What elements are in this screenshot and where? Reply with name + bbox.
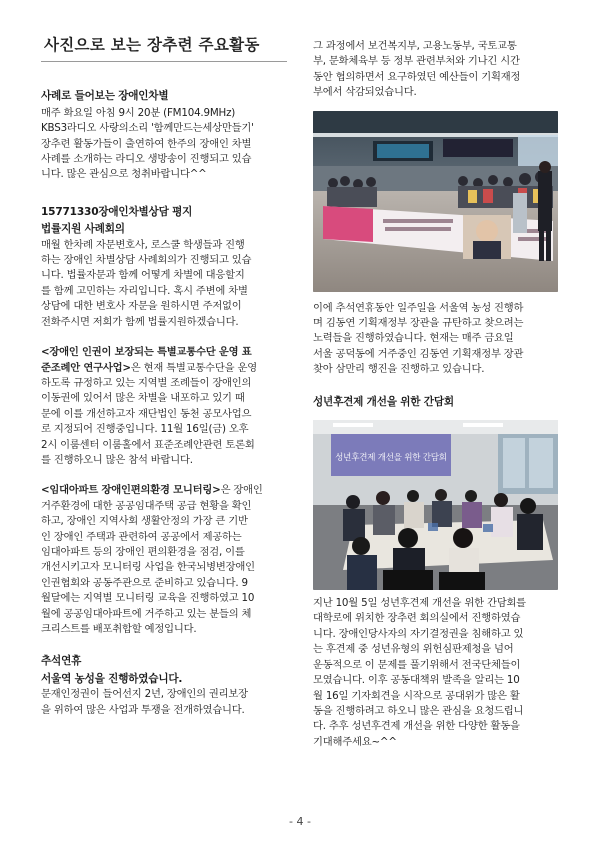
section-apartment-monitoring xyxy=(41,483,289,637)
text-line: 하고, 장애인 지역사회 생활안정의 가장 큰 기반 xyxy=(41,515,248,528)
text-line: 노력들을 진행하였습니다. 현재는 매주 금요일 xyxy=(313,332,514,345)
text-line: 니다. 장애인당사자의 자기결정권을 침해하고 있 xyxy=(313,627,524,640)
text-line: 월 16일 기자회견을 시작으로 공대위가 많은 활 xyxy=(313,689,520,702)
text-line: 찾아 삼만리 행진을 진행하고 있습니다. xyxy=(313,363,485,376)
text-line: 며 김동연 기획재정부 장관을 규탄하고 찾으려는 xyxy=(313,317,524,330)
section-heading: 사례로 들어보는 장애인차별 xyxy=(41,90,169,103)
text-line: 2시 이룸센터 이룸홀에서 표준조례안관련 토론회 xyxy=(41,438,255,451)
page-title: 사진으로 보는 장추련 주요활동 xyxy=(44,36,260,54)
project-title: <장애인 인권이 보장되는 특별교통수단 운영 표 xyxy=(41,346,252,359)
text-fragment: 은 현재 특별교통수단을 운영 xyxy=(130,361,257,374)
text-line: 를 함께 고민하는 자리입니다. 혹시 주변에 차별 xyxy=(41,284,248,297)
text-line: 기대해주세요~^^ xyxy=(313,735,397,748)
text-line: 하도록 규정하고 있는 지역별 조례들이 장애인의 xyxy=(41,376,252,389)
text-line: 로 지정되어 진행중입니다. 11월 16일(금) 오후 xyxy=(41,423,249,436)
project-title-cont: 준조례안 연구사업> xyxy=(41,361,131,374)
section-radio xyxy=(41,89,289,182)
text-line: 문에 이를 개선하고자 재단법인 동천 공모사업으 xyxy=(41,407,252,420)
text-line: 를 진행하오니 많은 참석 바랍니다. xyxy=(41,453,193,466)
meeting-photo xyxy=(313,420,558,590)
text-line: 니다. 법률자문과 함께 어떻게 차별에 대응할지 xyxy=(41,269,245,282)
section-heading: 성년후견제 개선을 위한 간담회 xyxy=(313,395,454,408)
text-line: 모였습니다. 이후 공동대책위 발족을 알리는 10 xyxy=(313,674,520,687)
text-line xyxy=(41,361,289,376)
text-line: 운동적으로 이 문제를 풀기위해서 전국단체들이 xyxy=(313,658,521,671)
text-line: 대학로에 위치한 장추련 회의실에서 진행하였습 xyxy=(313,612,521,625)
page-number: - 4 - xyxy=(289,815,311,828)
text-line: 부, 문화체육부 등 정부 관련부처와 기나긴 시간 xyxy=(313,55,520,68)
text-line: 매주 화요일 아침 9시 20분 (FM104.9MHz) xyxy=(41,106,236,119)
text-line: 임대아파트 등의 장애인 편의환경을 점검, 이를 xyxy=(41,545,245,558)
seoul-station-photo xyxy=(313,111,558,292)
section-heading: 추석연휴 xyxy=(41,655,82,668)
text-line: 장추련 활동가들이 출연하여 한주의 장애인 차별 xyxy=(41,137,252,150)
text-line: 이동권에 있어서 많은 차별을 내포하고 있기 때 xyxy=(41,392,245,405)
text-line: 는 후견제 중 성년유형의 위헌심판제청을 넘어 xyxy=(313,643,514,656)
text-line: 지난 10월 5일 성년후견제 개선을 위한 간담회를 xyxy=(313,597,526,610)
text-fragment: 은 장애인 xyxy=(220,484,263,497)
text-line: 니다. 많은 관심으로 청취바랍니다^^ xyxy=(41,168,207,181)
section-transport-ordinance xyxy=(41,345,289,468)
section-heading: 15771330장애인차별상담 평지 xyxy=(41,205,193,218)
text-line: 동안 협의하면서 요구하였던 예산들이 기획재정 xyxy=(313,70,521,83)
text-line: 매월 한차례 자문변호사, 로스쿨 학생들과 진행 xyxy=(41,238,245,251)
text-line: 인권협회와 공동주관으로 준비하고 있습니다. 9 xyxy=(41,576,248,589)
text-line: 크리스트를 배포취합할 예정입니다. xyxy=(41,623,197,635)
text-line: 그 과정에서 보건복지부, 고용노동부, 국토교통 xyxy=(313,40,517,52)
sitin-photo xyxy=(313,111,558,292)
text-line: 다. 추후 성년후견제 개선을 위한 다양한 활동을 xyxy=(313,720,520,733)
text-line: 을 위하여 많은 사업과 투쟁을 전개하였습니다. xyxy=(41,703,245,716)
text-line: 이에 추석연휴동안 일주일을 서울역 농성 진행하 xyxy=(313,301,524,314)
section-subheading: 서울역 농성을 진행하였습니다. xyxy=(41,672,183,685)
right-column xyxy=(313,39,558,750)
banner-text: 성년후견제 개선을 위한 간담회 xyxy=(335,453,447,464)
text-line: 월달에는 지역별 모니터링 교육을 진행하였고 10 xyxy=(41,592,255,605)
text-line: 부에서 삭감되었습니다. xyxy=(313,86,417,99)
text-line: 동을 진행하려고 하오니 많은 관심을 요청드립니 xyxy=(313,704,524,717)
section-chuseok-sitin xyxy=(41,654,289,718)
text-line xyxy=(41,483,289,498)
text-line: 사례를 소개하는 라디오 생방송이 진행되고 있습 xyxy=(41,153,252,166)
text-line: 월에 공공임대아파트에 거주하고 있는 분들의 체 xyxy=(41,607,252,620)
section-legal-support xyxy=(41,205,289,330)
project-title: <임대아파트 장애인편의환경 모니터링> xyxy=(41,484,221,497)
text-line: 개선시키고자 모니터링 사업을 한국뇌병변장애인 xyxy=(41,561,255,574)
text-line: 거주환경에 대한 공공임대주택 공급 현황을 확인 xyxy=(41,499,252,512)
text-line: 서울 공덕동에 거주중인 김동연 기획재정부 장관 xyxy=(313,347,524,360)
left-column xyxy=(41,32,289,718)
meeting-room-photo xyxy=(313,420,558,590)
section-subheading: 법률지원 사례회의 xyxy=(41,223,125,236)
text-line: 상담에 대한 변호사 자문을 원하시면 주저없이 xyxy=(41,300,242,313)
text-line: 문재인정권이 들어선지 2년, 장애인의 권리보장 xyxy=(41,688,248,701)
text-line: KBS3라디오 사랑의소리 '함께만드는세상만들기' xyxy=(41,122,254,135)
text-line: 전화주시면 저희가 함께 법률지원하겠습니다. xyxy=(41,315,239,328)
text-line: 하는 장애인 차별상담 사례회의가 진행되고 있습 xyxy=(41,254,252,267)
text-line: 인 장애인 주택과 관련하여 공공에서 제공하는 xyxy=(41,530,242,543)
